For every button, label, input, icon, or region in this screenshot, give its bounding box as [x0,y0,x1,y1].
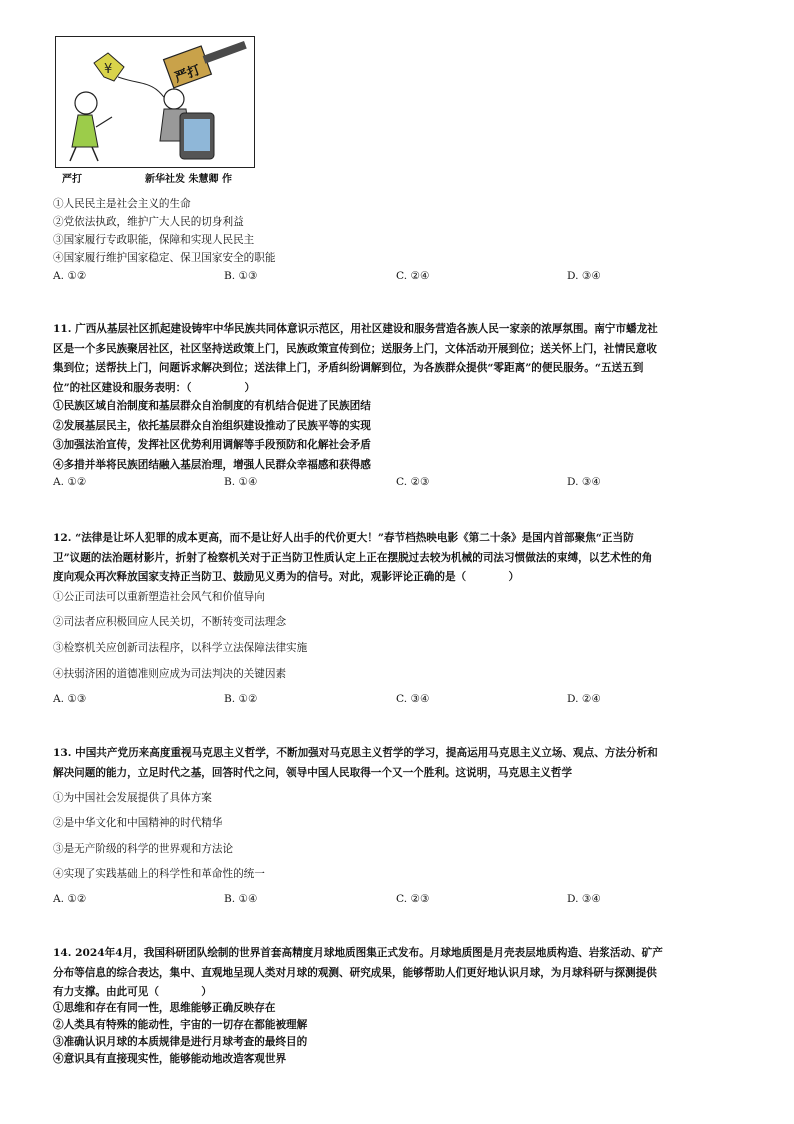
cartoon-caption-left: 严打 [62,174,82,185]
q11-stem [53,320,743,398]
q13-option-a[interactable]: A. ①② [53,893,87,905]
q14-items [53,1000,743,1068]
q13-stem-line: 13. 中国共产党历来高度重视马克思主义哲学，不断加强对马克思主义哲学的学习，提高运用马克思主义立场、观点、方法分析和 [53,747,658,759]
q11-option-a[interactable]: A. ①② [53,476,87,488]
q10-option-c[interactable]: C. ②④ [396,270,430,282]
q14-item: ①思维和存在有同一性，思维能够正确反映存在 [53,1002,276,1014]
q10-item-1: ①人民民主是社会主义的生命 [53,198,191,210]
q12-stem-line: 12. “法律是让坏人犯罪的成本更高，而不是让好人出手的代价更大！”春节档热映电影《第二十条》是国内首部聚焦“正当防 [53,532,634,544]
q10-item-3: ③国家履行专政职能，保障和实现人民民主 [53,234,255,246]
cartoon-drawing [56,37,254,167]
q12-stem-line: 卫”议题的法治题材影片，折射了检察机关对于正当防卫性质认定上正在摆脱过去较为机械的司法习惯做法的束缚，以艺术性的角 [53,551,653,564]
q11-option-c[interactable]: C. ②③ [396,476,430,488]
q11-stem-line: 集到位；送帮扶上门，问题诉求解决到位；送法律上门，矛盾纠纷调解到位，为各族群众提供“零距离”的便民服务。“五送五到 [53,362,644,374]
q10-option-b[interactable]: B. ①③ [224,270,258,282]
q11-items [53,397,743,475]
q11-item: ②发展基层民主，依托基层群众自治组织建设推动了民族平等的实现 [53,419,371,432]
q12-item-1: ①公正司法可以重新塑造社会风气和价值导向 [53,591,265,603]
q12-stem [53,529,743,588]
q14-stem-line: 14. 2024年4月，我国科研团队绘制的世界首套高精度月球地质图集正式发布。月球地质图是月壳表层地质构造、岩浆活动、矿产 [53,947,663,959]
q12-option-b[interactable]: B. ①② [224,693,258,705]
q11-stem-line: 位”的社区建设和服务表明：（ ） [53,381,256,394]
q13-option-d[interactable]: D. ③④ [567,893,601,905]
q13-item-4: ④实现了实践基础上的科学性和革命性的统一 [53,868,265,880]
q10-option-a[interactable]: A. ①② [53,270,87,282]
q13-stem-line: 解决问题的能力，立足时代之基，回答时代之问，领导中国人民取得一个又一个胜利。这说明，马克思主义哲学 [53,766,573,779]
q14-item: ④意识具有直接现实性，能够能动地改造客观世界 [53,1053,287,1065]
q11-option-b[interactable]: B. ①④ [224,476,258,488]
q12-option-c[interactable]: C. ③④ [396,693,430,705]
q14-item: ②人类具有特殊的能动性，宇宙的一切存在都能被理解 [53,1019,308,1031]
q13-item-2: ②是中华文化和中国精神的时代精华 [53,817,223,829]
q14-stem [53,944,743,1003]
q14-item: ③准确认识月球的本质规律是进行月球考查的最终目的 [53,1036,308,1048]
q14-stem-line: 分布等信息的综合表达，集中、直观地呈现人类对月球的观测、研究成果，能够帮助人们更好地认识月球，为月球科研与探测提供 [53,966,657,979]
q11-item: ④多措并举将民族团结融入基层治理，增强人民群众幸福感和获得感 [53,458,371,471]
q13-item-1: ①为中国社会发展提供了具体方案 [53,792,212,804]
q12-item-2: ②司法者应积极回应人民关切，不断转变司法理念 [53,616,287,628]
q11-item: ③加强法治宣传，发挥社区优势利用调解等手段预防和化解社会矛盾 [53,439,371,451]
svg-text:¥: ¥ [104,62,113,77]
q13-option-c[interactable]: C. ②③ [396,893,430,905]
q13-stem [53,744,743,783]
q10-item-4: ④国家履行维护国家稳定、保卫国家安全的职能 [53,252,276,264]
q11-option-d[interactable]: D. ③④ [567,476,601,488]
cartoon-image [55,36,255,168]
cartoon-caption-right: 新华社发 朱慧卿 作 [145,174,232,185]
q14-stem-line: 有力支撑。由此可见（ ） [53,986,212,998]
q11-stem-line: 11. 广西从基层社区抓起建设铸牢中华民族共同体意识示范区，用社区建设和服务营造各族人民一家亲的浓厚氛围。南宁市蟠龙社 [53,323,658,335]
q12-item-4: ④扶弱济困的道德准则应成为司法判决的关键因素 [53,668,287,680]
q11-stem-line: 区是一个多民族聚居社区，社区坚持送政策上门，民族政策宣传到位；送服务上门，文体活动开展到位；送关怀上门，社情民意收 [53,342,657,355]
hammer-sign-text: 严打 [172,62,203,86]
q13-item-3: ③是无产阶级的科学的世界观和方法论 [53,843,234,855]
q10-item-2: ②党依法执政，维护广大人民的切身利益 [53,216,244,228]
q12-option-d[interactable]: D. ②④ [567,693,601,705]
q10-option-d[interactable]: D. ③④ [567,270,601,282]
q12-item-3: ③检察机关应创新司法程序，以科学立法保障法律实施 [53,642,308,654]
q12-option-a[interactable]: A. ①③ [53,693,87,705]
q12-stem-line: 度向观众再次释放国家支持正当防卫、鼓励见义勇为的信号。对此，观影评论正确的是（ ） [53,571,520,583]
q13-option-b[interactable]: B. ①④ [224,893,258,905]
q11-item: ①民族区域自治制度和基层群众自治制度的有机结合促进了民族团结 [53,400,371,412]
